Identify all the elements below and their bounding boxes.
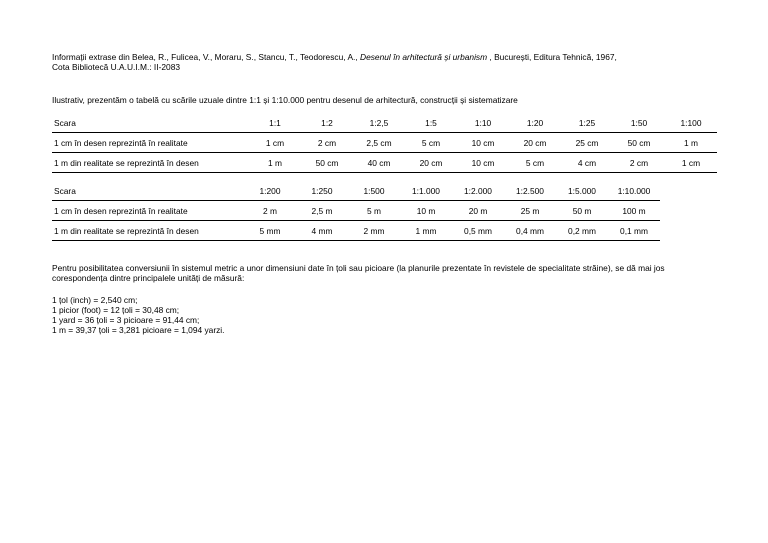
column-header-scale: 1:100	[680, 117, 702, 128]
table-row	[52, 153, 717, 173]
table-cell: 25 m	[504, 201, 556, 221]
table-cell: 5 m	[348, 201, 400, 221]
column-header-scara: Scara	[54, 117, 76, 128]
table-cell: 25 cm	[561, 133, 613, 153]
table-cell: 50 m	[556, 201, 608, 221]
scale-table-2	[52, 181, 660, 241]
conversion-list	[52, 295, 225, 335]
table-cell: 50 cm	[613, 133, 665, 153]
citation-authors: Informații extrase din Belea, R., Fulicea, V., Moraru, S., Stancu, T., Teodorescu, A.,	[52, 52, 361, 62]
table-cell: 5 mm	[244, 221, 296, 241]
scale-table-1	[52, 113, 717, 173]
conversion-intro: Pentru posibilitatea conversiunii în sistemul metric a unor dimensiuni date în țoli sau picioare (la planurile prezentate în revistele de specialitate străine), se dă mai jos corespondența dintre principalele unități de măsură:	[52, 263, 665, 283]
table-intro: Ilustrativ, prezentăm o tabelă cu scările uzuale dintre 1:1 și 1:10.000 pentru desenul de arhitectură, construcții și sistematizare	[52, 95, 518, 105]
table-row	[52, 201, 660, 221]
column-header-scale: 1:1.000	[412, 185, 440, 196]
table-cell: 1 cm	[665, 153, 717, 173]
table-cell: 4 cm	[561, 153, 613, 173]
table-cell: 2,5 cm	[353, 133, 405, 153]
table-cell: 2 m	[244, 201, 296, 221]
row-label: 1 cm în desen reprezintă în realitate	[52, 201, 244, 221]
table-cell: 0,2 mm	[556, 221, 608, 241]
row-label: 1 m din realitate se reprezintă în desen	[52, 153, 249, 173]
column-header-scale: 1:1	[269, 117, 281, 128]
column-header-scale: 1:2.500	[516, 185, 544, 196]
conversion-line: 1 picior (foot) = 12 țoli = 30,48 cm;	[52, 305, 180, 315]
table-cell: 0,5 mm	[452, 221, 504, 241]
conversion-line: 1 m = 39,37 țoli = 3,281 picioare = 1,094 yarzi.	[52, 325, 225, 335]
column-header-scale: 1:200	[259, 185, 281, 196]
table-cell: 40 cm	[353, 153, 405, 173]
citation-publisher: , București, Editura Tehnică, 1967,	[487, 52, 617, 62]
table-row	[52, 221, 660, 241]
table-cell: 5 cm	[509, 153, 561, 173]
column-header-scale: 1:2,5	[369, 117, 389, 128]
column-header-scale: 1:500	[363, 185, 385, 196]
column-header-scale: 1:5.000	[568, 185, 596, 196]
table-cell: 1 m	[249, 153, 301, 173]
table-cell: 0,4 mm	[504, 221, 556, 241]
column-header-scale: 1:10	[474, 117, 492, 128]
table-cell: 10 m	[400, 201, 452, 221]
table-cell: 1 mm	[400, 221, 452, 241]
table-cell: 50 cm	[301, 153, 353, 173]
table-cell: 20 m	[452, 201, 504, 221]
column-header-scale: 1:2	[321, 117, 333, 128]
table-cell: 2 cm	[613, 153, 665, 173]
table-header-row	[52, 113, 717, 133]
citation-book-title: Desenul în arhitectură și urbanism	[360, 52, 488, 62]
library-call-number: Cota Bibliotecă U.A.U.I.M.: II-2083	[52, 62, 181, 72]
table-cell: 2 cm	[301, 133, 353, 153]
table-cell: 4 mm	[296, 221, 348, 241]
table-cell: 1 m	[665, 133, 717, 153]
table-cell: 20 cm	[405, 153, 457, 173]
table-cell: 1 cm	[249, 133, 301, 153]
table-cell: 10 cm	[457, 153, 509, 173]
row-label: 1 m din realitate se reprezintă în desen	[52, 221, 244, 241]
column-header-scale: 1:5	[425, 117, 437, 128]
column-header-scale: 1:10.000	[617, 185, 651, 196]
source-citation	[52, 52, 692, 72]
table-cell: 2,5 m	[296, 201, 348, 221]
conversion-line: 1 țol (inch) = 2,540 cm;	[52, 295, 138, 305]
table-cell: 100 m	[608, 201, 660, 221]
column-header-scale: 1:50	[630, 117, 648, 128]
column-header-scale: 1:25	[578, 117, 596, 128]
column-header-scale: 1:20	[526, 117, 544, 128]
table-cell: 10 cm	[457, 133, 509, 153]
row-label: 1 cm în desen reprezintă în realitate	[52, 133, 249, 153]
column-header-scara: Scara	[54, 185, 76, 196]
table-header-row	[52, 181, 660, 201]
conversion-line: 1 yard = 36 țoli = 3 picioare = 91,44 cm;	[52, 315, 200, 325]
table-row	[52, 133, 717, 153]
table-cell: 20 cm	[509, 133, 561, 153]
column-header-scale: 1:2.000	[464, 185, 492, 196]
table-cell: 0,1 mm	[608, 221, 660, 241]
table-cell: 5 cm	[405, 133, 457, 153]
column-header-scale: 1:250	[311, 185, 333, 196]
table-cell: 2 mm	[348, 221, 400, 241]
